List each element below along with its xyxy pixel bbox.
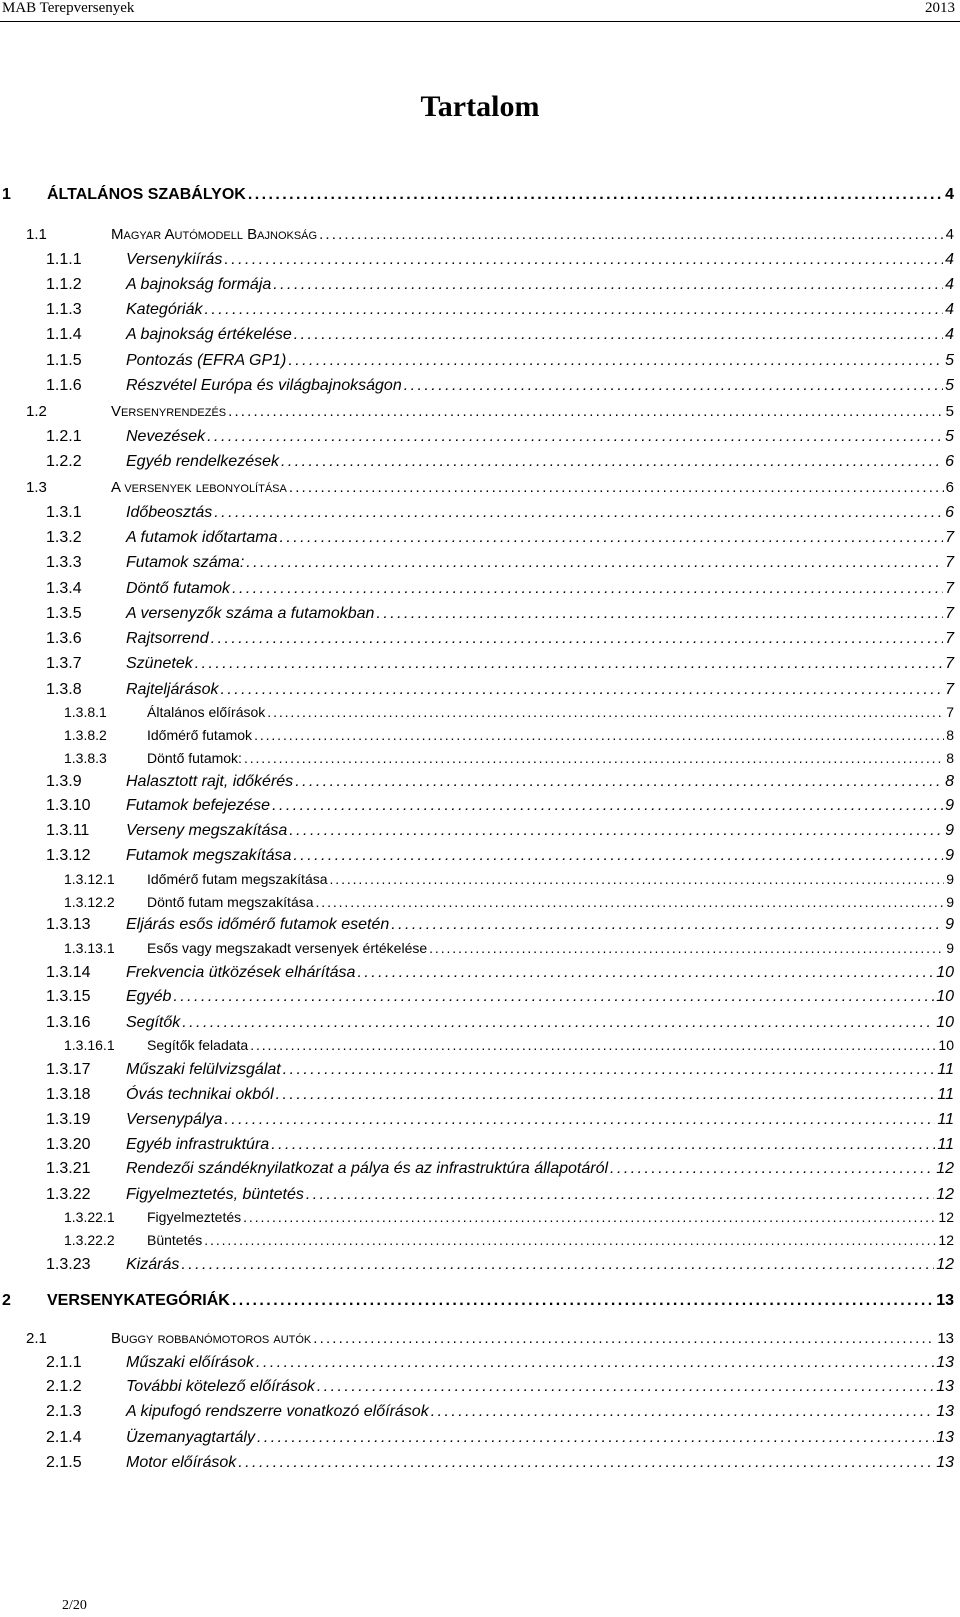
toc-leader-dots (257, 1429, 934, 1447)
toc-entry-page: 9 (945, 847, 954, 864)
toc-entry-title: Halasztott rajt, időkérés (126, 773, 294, 790)
toc-entry[interactable] (0, 1256, 960, 1274)
toc-entry-title: Segítők feladata (147, 1037, 249, 1053)
toc-entry-title: A versenyzők száma a futamokban (126, 605, 375, 622)
toc-entry[interactable] (0, 988, 960, 1006)
toc-entry-title: Versenykiírás (126, 251, 223, 268)
toc-entry[interactable] (0, 750, 960, 766)
toc-entry-title: ÁLTALÁNOS SZABÁLYOK (47, 186, 246, 203)
toc-leader-dots (289, 479, 944, 496)
toc-entry[interactable] (0, 630, 960, 648)
toc-entry[interactable] (0, 1160, 960, 1178)
toc-entry-title: Versenypálya (126, 1111, 223, 1128)
toc-entry[interactable] (0, 681, 960, 699)
toc-entry-page: 7 (945, 681, 954, 698)
toc-leader-dots (195, 655, 943, 673)
toc-entry-title: Szünetek (126, 655, 193, 672)
toc-entry-page: 13 (936, 1292, 954, 1309)
toc-entry-title: További kötelező előírások (126, 1378, 315, 1395)
toc-entry-title: Kategóriák (126, 301, 203, 318)
toc-entry-number: 1 (2, 186, 11, 203)
toc-entry[interactable] (0, 1429, 960, 1447)
toc-entry-number: 1.3 (26, 479, 47, 496)
toc-entry-page: 13 (936, 1378, 954, 1395)
toc-entry-title: Futamok befejezése (126, 797, 271, 814)
toc-leader-dots (182, 1014, 934, 1032)
toc-leader-dots (281, 453, 943, 471)
toc-entry-title: Rajtsorrend (126, 630, 209, 647)
toc-entry-page: 7 (945, 529, 954, 546)
toc-entry-title: A kipufogó rendszerre vonatkozó előírások (126, 1403, 429, 1420)
toc-entry-title: Eljárás esős időmérő futamok esetén (126, 916, 390, 933)
toc-leader-dots (232, 1292, 934, 1310)
toc-entry[interactable] (0, 226, 960, 243)
toc-entry-title: Futamok megszakítása (126, 847, 292, 864)
toc-entry[interactable] (0, 580, 960, 598)
toc-entry-number: 1.1.3 (46, 301, 82, 318)
toc-entry-title: Verseny megszakítása (126, 822, 288, 839)
toc-entry-page: 12 (938, 1209, 954, 1225)
toc-entry[interactable] (0, 727, 960, 743)
toc-entry-number: 1.3.8.1 (64, 704, 107, 720)
toc-entry[interactable] (0, 453, 960, 471)
toc-leader-dots (250, 1037, 936, 1053)
toc-entry-page: 12 (936, 1160, 954, 1177)
toc-entry-number: 1.3.8 (46, 681, 82, 698)
toc-leader-dots (431, 1403, 935, 1421)
toc-entry-number: 1.1.1 (46, 251, 82, 268)
toc-entry-title: Döntő futamok (126, 580, 231, 597)
toc-entry-title: Magyar Autómodell Bajnokság (111, 226, 318, 243)
toc-entry-number: 1.3.21 (46, 1160, 91, 1177)
toc-entry-page: 8 (946, 727, 954, 743)
toc-leader-dots (238, 1454, 934, 1472)
toc-entry[interactable] (0, 916, 960, 934)
toc-entry[interactable] (0, 1186, 960, 1204)
toc-leader-dots (204, 1232, 936, 1248)
toc-entry-number: 1.3.22.1 (64, 1209, 115, 1225)
toc-leader-dots (276, 1086, 936, 1104)
toc-leader-dots (228, 403, 944, 420)
toc-entry[interactable] (0, 276, 960, 294)
toc-leader-dots (295, 773, 943, 791)
toc-entry[interactable] (0, 1014, 960, 1032)
toc-entry-page: 8 (946, 750, 954, 766)
toc-entry-number: 1.3.18 (46, 1086, 91, 1103)
toc-entry-number: 1.3.15 (46, 988, 91, 1005)
toc-entry-title: Általános előírások (147, 704, 266, 720)
toc-entry-page: 13 (936, 1454, 954, 1471)
toc-leader-dots (376, 605, 943, 623)
toc-leader-dots (207, 428, 943, 446)
toc-entry-number: 1.1.6 (46, 377, 82, 394)
toc-entry-title: A futamok időtartama (126, 529, 278, 546)
toc-entry[interactable] (0, 1086, 960, 1104)
toc-entry-number: 1.3.8.3 (64, 750, 107, 766)
toc-entry-page: 7 (945, 554, 954, 571)
toc-entry-page: 9 (945, 822, 954, 839)
toc-entry[interactable] (0, 186, 960, 204)
toc-entry[interactable] (0, 1209, 960, 1225)
toc-entry-page: 7 (946, 704, 954, 720)
page-number: 2/20 (62, 1598, 87, 1613)
toc-entry[interactable] (0, 326, 960, 344)
toc-leader-dots (224, 1111, 935, 1129)
toc-entry-number: 1.3.13.1 (64, 940, 115, 956)
toc-entry-title: Óvás technikai okból (126, 1086, 274, 1103)
toc-entry-title: Műszaki felülvizsgálat (126, 1061, 281, 1078)
toc-entry-page: 6 (945, 479, 954, 496)
toc-entry[interactable] (0, 1292, 960, 1310)
toc-entry-number: 1.3.23 (46, 1256, 91, 1273)
toc-entry-title: Rendezői szándéknyilatkozat a pálya és az infrastruktúra állapotáról (126, 1160, 609, 1177)
toc-entry-number: 1.3.22.2 (64, 1232, 115, 1248)
toc-leader-dots (293, 847, 943, 865)
toc-entry-number: 1.3.13 (46, 916, 91, 933)
toc-entry[interactable] (0, 352, 960, 370)
toc-entry-page: 11 (937, 1111, 954, 1128)
toc-entry[interactable] (0, 940, 960, 956)
toc-entry-page: 10 (936, 1014, 954, 1031)
toc-entry-number: 1.3.16 (46, 1014, 91, 1031)
toc-entry[interactable] (0, 822, 960, 840)
toc-entry-page: 10 (936, 988, 954, 1005)
toc-entry[interactable] (0, 655, 960, 673)
toc-entry-title: Esős vagy megszakadt versenyek értékelése (147, 940, 428, 956)
toc-leader-dots (273, 276, 943, 294)
toc-entry-number: 2.1.4 (46, 1429, 82, 1446)
toc-entry[interactable] (0, 1454, 960, 1472)
toc-entry[interactable] (0, 773, 960, 791)
toc-leader-dots (317, 1378, 934, 1396)
toc-entry[interactable] (0, 554, 960, 572)
toc-entry-page: 4 (945, 301, 954, 318)
toc-entry-page: 12 (938, 1232, 954, 1248)
toc-entry-page: 12 (936, 1256, 954, 1273)
toc-entry-title: Buggy robbanómotoros autók (111, 1330, 312, 1347)
toc-entry-page: 6 (945, 453, 954, 470)
header-year: 2013 (925, 0, 955, 16)
toc-leader-dots (224, 251, 943, 269)
toc-entry-page: 4 (945, 251, 954, 268)
toc-entry-title: Időmérő futam megszakítása (147, 871, 328, 887)
toc-entry-number: 1.3.17 (46, 1061, 91, 1078)
toc-entry-number: 1.1.4 (46, 326, 82, 343)
toc-entry-page: 11 (937, 1136, 954, 1153)
toc-entry[interactable] (0, 605, 960, 623)
toc-entry-page: 13 (936, 1354, 954, 1371)
toc-entry-number: 1.3.12 (46, 847, 91, 864)
toc-entry-page: 9 (945, 916, 954, 933)
toc-entry-page: 5 (945, 428, 954, 445)
toc-entry-page: 4 (945, 226, 954, 243)
toc-entry-title: Kizárás (126, 1256, 180, 1273)
toc-entry[interactable] (0, 1330, 960, 1347)
toc-entry-number: 1.1.5 (46, 352, 82, 369)
toc-entry-number: 1.3.8.2 (64, 727, 107, 743)
toc-leader-dots (267, 704, 944, 720)
toc-entry[interactable] (0, 847, 960, 865)
toc-entry-title: Egyéb (126, 988, 172, 1005)
toc-entry-number: 2.1.3 (46, 1403, 82, 1420)
toc-leader-dots (243, 1209, 936, 1225)
toc-leader-dots (214, 504, 943, 522)
toc-entry-number: 1.3.3 (46, 554, 82, 571)
toc-leader-dots (283, 1061, 936, 1079)
toc-entry-number: 1.3.1 (46, 504, 82, 521)
toc-entry-title: Időmérő futamok (147, 727, 253, 743)
toc-entry[interactable] (0, 403, 960, 420)
toc-entry-page: 11 (937, 1061, 954, 1078)
toc-entry-page: 9 (946, 940, 954, 956)
toc-entry[interactable] (0, 1232, 960, 1248)
toc-leader-dots (289, 822, 943, 840)
toc-entry-number: 2 (2, 1292, 11, 1309)
toc-entry-page: 9 (946, 871, 954, 887)
toc-entry[interactable] (0, 301, 960, 319)
toc-entry-number: 1.3.6 (46, 630, 82, 647)
toc-entry[interactable] (0, 377, 960, 395)
toc-entry-number: 1.3.22 (46, 1186, 91, 1203)
toc-entry-title: A bajnokság formája (126, 276, 272, 293)
toc-entry-number: 1.2.1 (46, 428, 82, 445)
toc-entry-title: Döntő futamok: (147, 750, 242, 766)
toc-entry-title: Egyéb infrastruktúra (126, 1136, 270, 1153)
toc-entry-title: Pontozás (EFRA GP1) (126, 352, 287, 369)
toc-entry-number: 1.3.5 (46, 605, 82, 622)
toc-entry-page: 12 (936, 1186, 954, 1203)
toc-entry-title: Döntő futam megszakítása (147, 894, 314, 910)
toc-entry-title: A bajnokság értékelése (126, 326, 292, 343)
toc-entry-page: 11 (937, 1086, 954, 1103)
toc-entry-title: Részvétel Európa és világbajnokságon (126, 377, 402, 394)
toc-entry-page: 13 (937, 1330, 954, 1347)
toc-entry-number: 1.3.16.1 (64, 1037, 115, 1053)
toc-leader-dots (610, 1160, 934, 1178)
toc-entry-number: 1.3.10 (46, 797, 91, 814)
toc-entry-title: A versenyek lebonyolítása (111, 479, 287, 496)
toc-title: Tartalom (420, 90, 540, 123)
toc-leader-dots (205, 301, 944, 319)
toc-leader-dots (220, 681, 943, 699)
toc-leader-dots (316, 894, 945, 910)
toc-entry-title: Büntetés (147, 1232, 203, 1248)
toc-entry[interactable] (0, 704, 960, 720)
toc-entry-page: 13 (936, 1403, 954, 1420)
toc-leader-dots (313, 1330, 935, 1347)
toc-entry-number: 2.1.5 (46, 1454, 82, 1471)
toc-entry[interactable] (0, 871, 960, 887)
toc-entry-title: Motor előírások (126, 1454, 237, 1471)
toc-entry[interactable] (0, 479, 960, 496)
toc-entry-page: 7 (945, 655, 954, 672)
toc-entry[interactable] (0, 1037, 960, 1053)
toc-entry-number: 1.3.7 (46, 655, 82, 672)
toc-leader-dots (294, 326, 943, 344)
toc-leader-dots (404, 377, 943, 395)
toc-entry[interactable] (0, 1378, 960, 1396)
toc-entry-number: 1.3.20 (46, 1136, 91, 1153)
toc-entry[interactable] (0, 797, 960, 815)
toc-entry-title: VERSENYKATEGÓRIÁK (47, 1292, 230, 1309)
toc-leader-dots (181, 1256, 934, 1274)
toc-leader-dots (248, 186, 943, 204)
toc-entry-title: Segítők (126, 1014, 181, 1031)
toc-entry-page: 10 (938, 1037, 954, 1053)
toc-entry-number: 1.1 (26, 226, 47, 243)
toc-entry-title: Rajteljárások (126, 681, 219, 698)
toc-entry-number: 1.3.9 (46, 773, 82, 790)
toc-entry-title: Futamok száma: (126, 554, 245, 571)
toc-entry-number: 2.1.2 (46, 1378, 82, 1395)
toc-leader-dots (246, 554, 943, 572)
toc-entry[interactable] (0, 529, 960, 547)
toc-entry-number: 1.3.19 (46, 1111, 91, 1128)
toc-leader-dots (429, 940, 944, 956)
toc-entry-number: 2.1 (26, 1330, 47, 1347)
toc-entry-page: 5 (945, 377, 954, 394)
toc-entry[interactable] (0, 964, 960, 982)
toc-entry-page: 4 (945, 276, 954, 293)
toc-entry[interactable] (0, 428, 960, 446)
toc-leader-dots (306, 1186, 934, 1204)
toc-leader-dots (279, 529, 943, 547)
toc-entry[interactable] (0, 1111, 960, 1129)
toc-leader-dots (330, 871, 945, 887)
toc-entry-title: Frekvencia ütközések elhárítása (126, 964, 356, 981)
toc-entry-page: 9 (945, 797, 954, 814)
toc-entry-page: 4 (945, 186, 954, 203)
toc-entry[interactable] (0, 1354, 960, 1372)
toc-entry-number: 1.3.12.2 (64, 894, 115, 910)
toc-leader-dots (357, 964, 934, 982)
toc-entry[interactable] (0, 504, 960, 522)
toc-entry-title: Versenyrendezés (111, 403, 227, 420)
toc-leader-dots (272, 797, 943, 815)
toc-entry-number: 1.2 (26, 403, 47, 420)
toc-entry-page: 7 (945, 605, 954, 622)
toc-entry-number: 1.3.2 (46, 529, 82, 546)
toc-leader-dots (244, 750, 944, 766)
toc-entry-page: 10 (936, 964, 954, 981)
toc-entry-page: 8 (945, 773, 954, 790)
toc-leader-dots (232, 580, 943, 598)
toc-entry-title: Figyelmeztetés (147, 1209, 242, 1225)
toc-entry-page: 13 (936, 1429, 954, 1446)
header-title: MAB Terepversenyek (2, 0, 135, 16)
toc-leader-dots (254, 727, 944, 743)
toc-leader-dots (173, 988, 934, 1006)
toc-entry-page: 9 (946, 894, 954, 910)
toc-entry-title: Nevezések (126, 428, 206, 445)
toc-entry-page: 6 (945, 504, 954, 521)
toc-entry-title: Időbeosztás (126, 504, 213, 521)
toc-entry[interactable] (0, 894, 960, 910)
toc-entry-page: 5 (945, 403, 954, 420)
toc-entry-title: Egyéb rendelkezések (126, 453, 279, 470)
toc-entry-page: 5 (945, 352, 954, 369)
toc-leader-dots (391, 916, 943, 934)
toc-entry-title: Üzemanyagtartály (126, 1429, 255, 1446)
toc-entry-number: 1.3.12.1 (64, 871, 115, 887)
toc-leader-dots (256, 1354, 934, 1372)
toc-entry[interactable] (0, 251, 960, 269)
toc-entry-number: 2.1.1 (46, 1354, 82, 1371)
toc-entry-number: 1.1.2 (46, 276, 82, 293)
toc-entry-page: 7 (945, 630, 954, 647)
toc-entry[interactable] (0, 1061, 960, 1079)
toc-entry-title: Figyelmeztetés, büntetés (126, 1186, 304, 1203)
toc-entry-page: 4 (945, 326, 954, 343)
toc-entry-number: 1.3.11 (46, 822, 90, 839)
toc-leader-dots (319, 226, 944, 243)
toc-entry[interactable] (0, 1403, 960, 1421)
toc-entry-page: 7 (945, 580, 954, 597)
toc-leader-dots (288, 352, 943, 370)
toc-entry[interactable] (0, 1136, 960, 1154)
toc-leader-dots (271, 1136, 935, 1154)
toc-entry-title: Műszaki előírások (126, 1354, 255, 1371)
toc-leader-dots (211, 630, 943, 648)
toc-entry-number: 1.3.4 (46, 580, 82, 597)
toc-entry-number: 1.2.2 (46, 453, 82, 470)
toc-entry-number: 1.3.14 (46, 964, 91, 981)
